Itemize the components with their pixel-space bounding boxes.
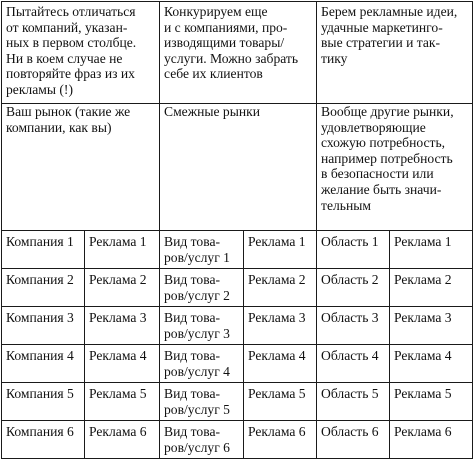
area-cell: Область 4 — [317, 345, 390, 383]
table-row — [2, 345, 473, 383]
area-cell: Область 1 — [317, 231, 390, 269]
subheader-row — [2, 104, 473, 231]
header-own-market-note: Пытайтесь отличаться от компаний, указан- ных в первом столбце. Ни в коем случае не повторяйте фраз из их рекламы (!) — [2, 2, 160, 104]
area-ad-cell: Реклама 5 — [390, 383, 473, 421]
company-ad-cell: Реклама 1 — [85, 231, 160, 269]
product-type-cell: Вид това- ров/услуг 2 — [160, 269, 244, 307]
company-cell: Компания 3 — [2, 307, 85, 345]
company-ad-cell: Реклама 6 — [85, 421, 160, 459]
area-ad-cell: Реклама 4 — [390, 345, 473, 383]
product-type-cell: Вид това- ров/услуг 5 — [160, 383, 244, 421]
company-cell: Компания 2 — [2, 269, 85, 307]
subheader-other-market: Вообще другие рынки, удовлетворяющие схожую потребность, например потребность в безопасности или желание быть значи- тельным — [317, 104, 473, 231]
table-row — [2, 307, 473, 345]
product-ad-cell: Реклама 5 — [244, 383, 317, 421]
header-other-market-note: Берем рекламные идеи, удачные маркетинго- вые стратегии и так- тику — [317, 2, 473, 104]
product-ad-cell: Реклама 3 — [244, 307, 317, 345]
area-cell: Область 3 — [317, 307, 390, 345]
competitor-ad-table — [1, 1, 473, 459]
company-ad-cell: Реклама 3 — [85, 307, 160, 345]
company-ad-cell: Реклама 4 — [85, 345, 160, 383]
company-cell: Компания 5 — [2, 383, 85, 421]
table-row — [2, 231, 473, 269]
company-cell: Компания 1 — [2, 231, 85, 269]
product-ad-cell: Реклама 6 — [244, 421, 317, 459]
area-ad-cell: Реклама 1 — [390, 231, 473, 269]
subheader-adjacent-market: Смежные рынки — [160, 104, 317, 231]
company-ad-cell: Реклама 2 — [85, 269, 160, 307]
product-ad-cell: Реклама 1 — [244, 231, 317, 269]
product-ad-cell: Реклама 4 — [244, 345, 317, 383]
area-cell: Область 6 — [317, 421, 390, 459]
table-row — [2, 421, 473, 459]
company-cell: Компания 6 — [2, 421, 85, 459]
product-type-cell: Вид това- ров/услуг 6 — [160, 421, 244, 459]
product-type-cell: Вид това- ров/услуг 3 — [160, 307, 244, 345]
product-type-cell: Вид това- ров/услуг 1 — [160, 231, 244, 269]
subheader-own-market: Ваш рынок (такие же компании, как вы) — [2, 104, 160, 231]
header-adjacent-market-note: Конкурируем еще и с компаниями, про- изводящими товары/ услуги. Можно забрать себе их клиентов — [160, 2, 317, 104]
table-row — [2, 383, 473, 421]
area-ad-cell: Реклама 6 — [390, 421, 473, 459]
area-ad-cell: Реклама 3 — [390, 307, 473, 345]
area-cell: Область 2 — [317, 269, 390, 307]
area-cell: Область 5 — [317, 383, 390, 421]
area-ad-cell: Реклама 2 — [390, 269, 473, 307]
header-row — [2, 2, 473, 104]
company-cell: Компания 4 — [2, 345, 85, 383]
product-ad-cell: Реклама 2 — [244, 269, 317, 307]
table-row — [2, 269, 473, 307]
company-ad-cell: Реклама 5 — [85, 383, 160, 421]
product-type-cell: Вид това- ров/услуг 4 — [160, 345, 244, 383]
